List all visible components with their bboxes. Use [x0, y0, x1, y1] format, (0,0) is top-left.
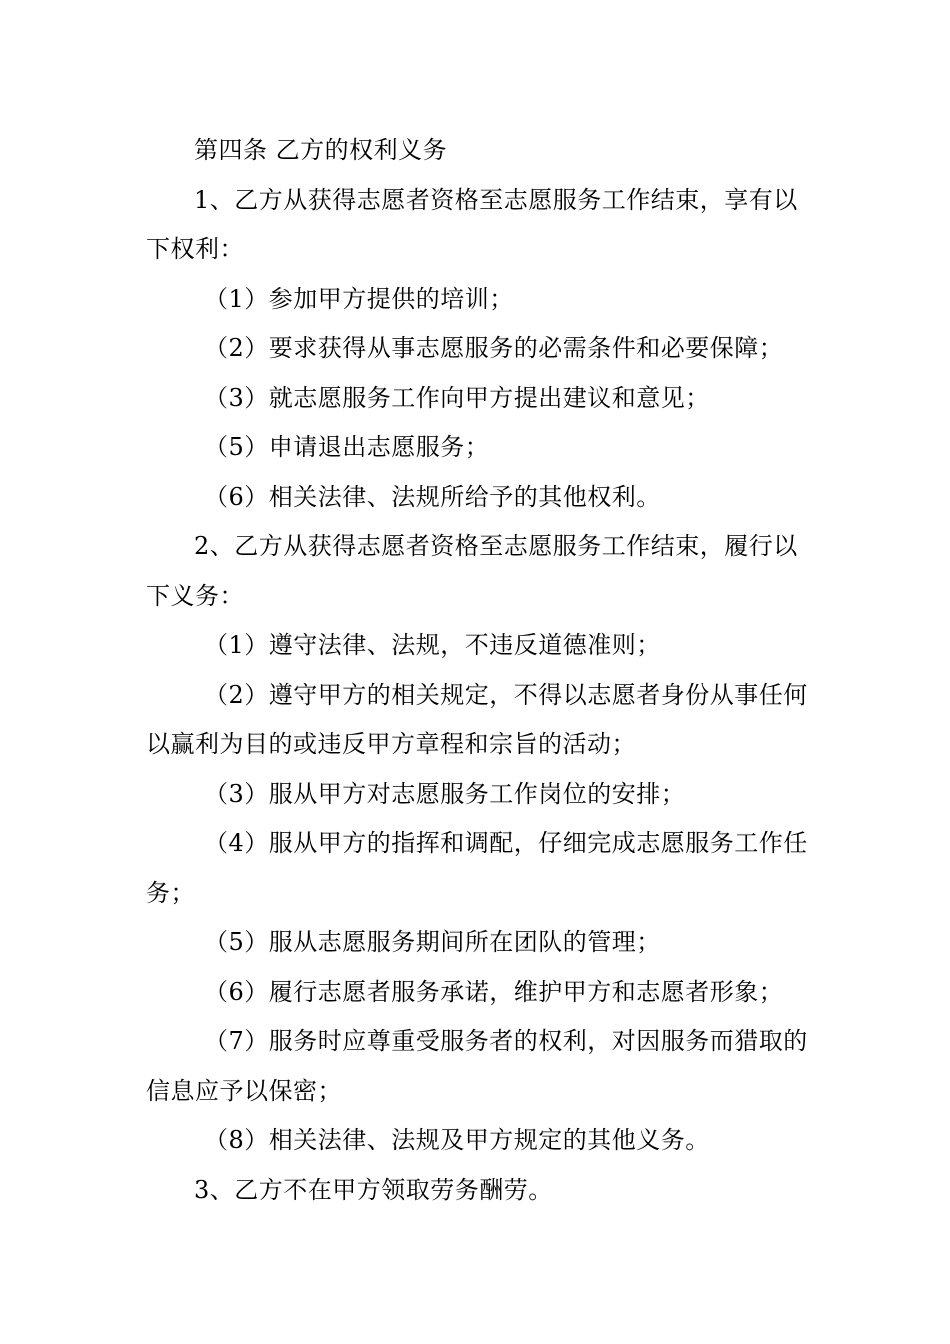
duties-intro: 2、乙方从获得志愿者资格至志愿服务工作结束，履行以下义务：	[146, 532, 798, 610]
duties-item: （6）履行志愿者服务承诺，维护甲方和志愿者形象；	[204, 977, 784, 1006]
rights-item: （6）相关法律、法规所给予的其他权利。	[204, 482, 661, 511]
remuneration-clause: 3、乙方不在甲方领取劳务酬劳。	[194, 1175, 553, 1204]
duties-item: （3）服从甲方对志愿服务工作岗位的安排；	[204, 779, 686, 808]
duties-item: （8）相关法律、法规及甲方规定的其他义务。	[204, 1126, 710, 1154]
duties-item: （5）服从志愿服务期间所在团队的管理；	[204, 928, 661, 956]
rights-intro: 1、乙方从获得志愿者资格至志愿服务工作结束，享有以下权利：	[146, 185, 798, 263]
article-heading: 第四条 乙方的权利义务	[194, 136, 448, 164]
rights-item: （5）申请退出志愿服务；	[204, 433, 490, 461]
duties-item: （4）服从甲方的指挥和调配，仔细完成志愿服务工作任务；	[146, 829, 808, 907]
document-page	[146, 126, 811, 1215]
duties-item: （7）服务时应尊重受服务者的权利，对因服务而猎取的信息应予以保密；	[146, 1027, 808, 1105]
rights-item: （2）要求获得从事志愿服务的必需条件和必要保障；	[204, 334, 784, 362]
rights-item: （3）就志愿服务工作向甲方提出建议和意见；	[204, 383, 710, 412]
rights-item: （1）参加甲方提供的培训；	[204, 284, 514, 313]
duties-item: （1）遵守法律、法规，不违反道德准则；	[204, 631, 661, 659]
duties-item: （2）遵守甲方的相关规定，不得以志愿者身份从事任何以赢利为目的或违反甲方章程和宗旨的活动；	[146, 680, 808, 758]
